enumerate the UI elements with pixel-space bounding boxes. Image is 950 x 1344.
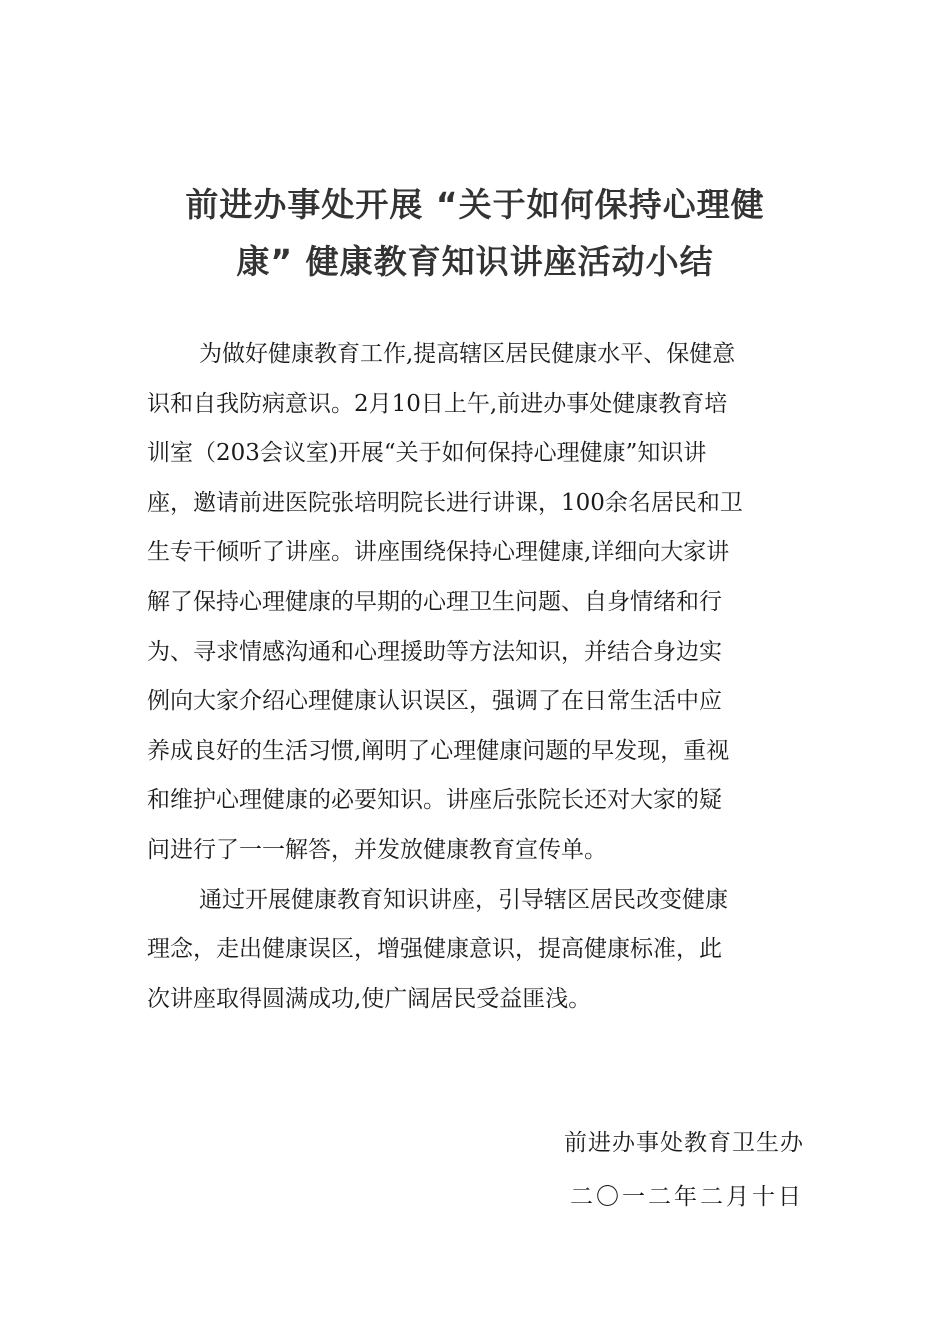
paragraph-2: [147, 876, 812, 1025]
document-body: [147, 330, 812, 1024]
body-line: 座，邀请前进医院张培明院长进行讲课，100余名居民和卫: [147, 489, 743, 516]
body-line: 和维护心理健康的必要知识。讲座后张院长还对大家的疑: [147, 787, 722, 814]
body-line: 解了保持心理健康的早期的心理卫生问题、自身情绪和行: [147, 588, 722, 615]
body-line: 识和自我防病意识。2月10日上午,前进办事处健康教育培: [147, 390, 728, 417]
body-line: 养成良好的生活习惯,阐明了心理健康问题的早发现，重视: [147, 737, 730, 764]
body-line: 训室（203会议室)开展“关于如何保持心理健康”知识讲: [147, 440, 707, 467]
signature-date: 二〇一二年二月十日: [570, 1184, 804, 1210]
body-line: 为做好健康教育工作,提高辖区居民健康水平、保健意: [199, 341, 736, 367]
title-line: 前进办事处开展 “关于如何保持心理健: [185, 185, 765, 224]
body-line: 例向大家介绍心理健康认识误区，强调了在日常生活中应: [147, 688, 722, 715]
body-line: 次讲座取得圆满成功,使广阔居民受益匪浅。: [147, 985, 592, 1012]
body-line: 为、寻求情感沟通和心理援助等方法知识，并结合身边实: [147, 638, 722, 665]
body-line: 生专干倾听了讲座。讲座围绕保持心理健康,详细向大家讲: [147, 539, 730, 566]
document-title: [140, 176, 810, 290]
body-line: 问进行了一一解答，并发放健康教育宣传单。: [147, 836, 607, 863]
paragraph-1: [147, 330, 812, 876]
signature-organization: 前进办事处教育卫生办: [564, 1130, 804, 1156]
title-line: 康” 健康教育知识讲座活动小结: [236, 242, 714, 281]
body-line: 理念，走出健康误区，增强健康意识，提高健康标准，此: [147, 936, 722, 963]
body-line: 通过开展健康教育知识讲座，引导辖区居民改变健康: [199, 886, 728, 913]
